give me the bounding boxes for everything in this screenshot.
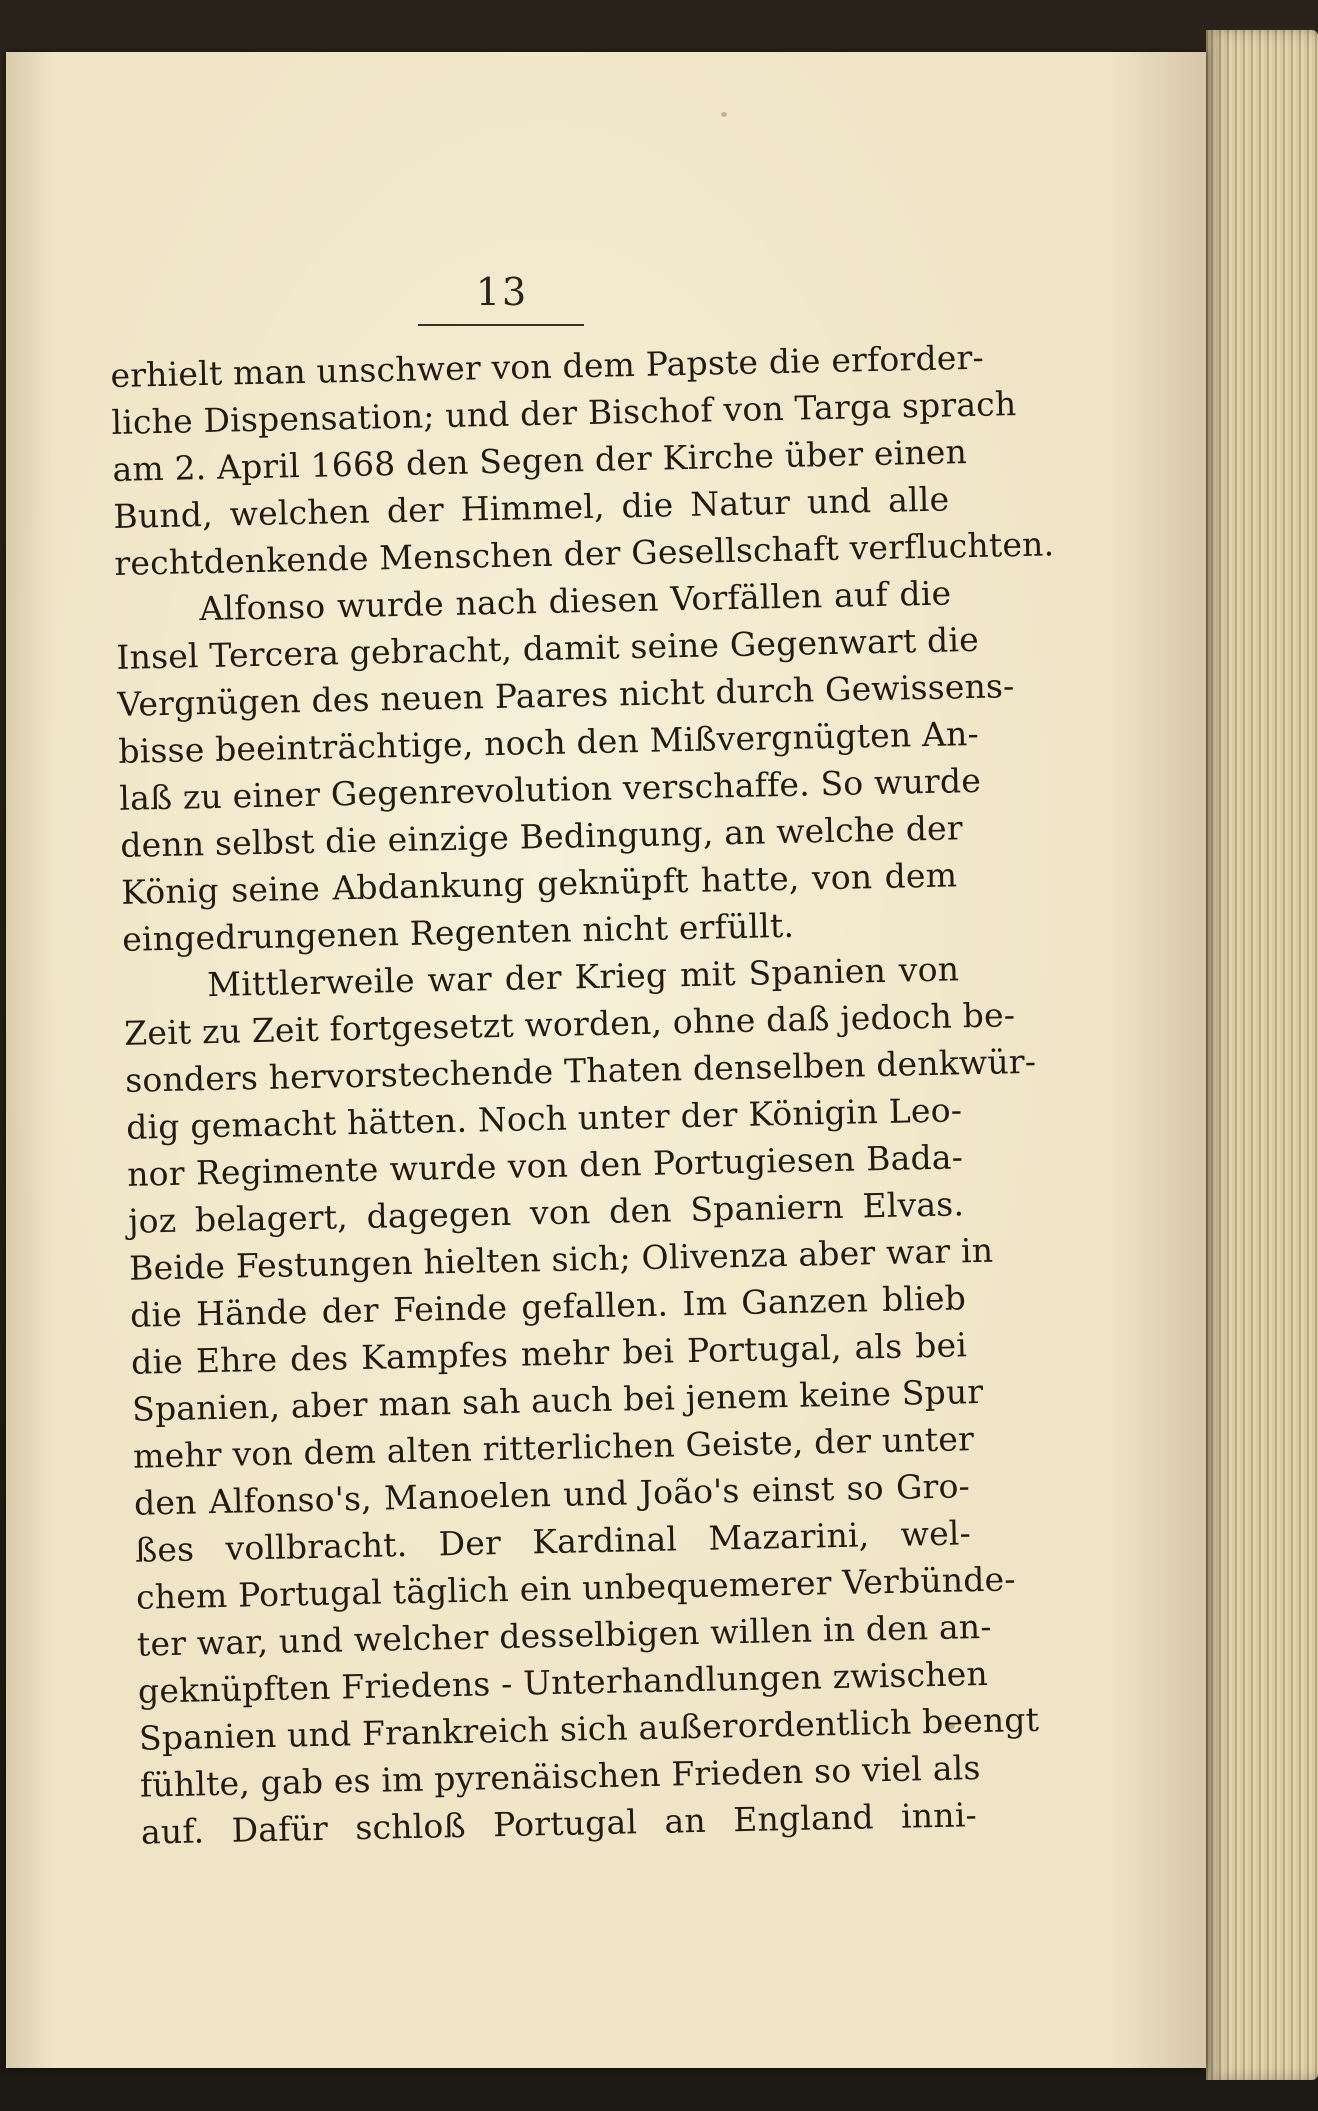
- text-line: denn selbst die einzige Bedingung, an welche der: [119, 808, 964, 865]
- text-line: dig gemacht hätten. Noch unter der Königin Leo-: [125, 1090, 963, 1147]
- text-line: liche Dispensation; und der Bischof von Targa sprach: [111, 384, 1017, 442]
- header-rule: [418, 324, 584, 326]
- text-line: die Hände der Feinde gefallen. Im Ganzen blieb: [129, 1278, 967, 1335]
- text-line: Alfonso wurde nach diesen Vorfällen auf die: [198, 573, 952, 629]
- text-line: Beide Festungen hielten sich; Olivenza aber war in: [128, 1230, 994, 1288]
- body-text: [110, 334, 1055, 1855]
- text-line: geknüpften Friedens - Unterhandlungen zwischen: [137, 1653, 989, 1711]
- text-line: chem Portugal täglich ein unbequemerer Verbünde-: [135, 1559, 1017, 1617]
- text-line: laß zu einer Gegenrevolution verschaffe. So wurde: [118, 760, 982, 818]
- text-line: Spanien und Frankreich sich außerordentlich beengt: [138, 1699, 1040, 1758]
- text-line: am 2. April 1668 den Segen der Kirche über einen: [112, 432, 968, 489]
- text-line: nor Regimente wurde von den Portugiesen Bada-: [126, 1137, 964, 1194]
- page-edges: [1206, 30, 1318, 2080]
- text-line: die Ehre des Kampfes mehr bei Portugal, als bei: [130, 1325, 968, 1382]
- text-line: eingedrungenen Regenten nicht erfüllt.: [121, 905, 795, 959]
- text-line: mehr von dem alten ritterlichen Geiste, der unter: [132, 1419, 975, 1476]
- text-line: erhielt man unschwer von dem Papste die erforder-: [110, 337, 985, 395]
- text-line: rechtdenkende Menschen der Gesellschaft verfluchten.: [114, 524, 1055, 583]
- text-line: Spanien, aber man sah auch bei jenem keine Spur: [131, 1371, 984, 1429]
- paper-spot: [721, 112, 727, 117]
- text-line: König seine Abdankung geknüpft hatte, von dem: [120, 855, 958, 912]
- text-line: Mittlerweile war der Krieg mit Spanien von: [206, 949, 960, 1005]
- text-line: Bund, welchen der Himmel, die Natur und alle: [113, 479, 950, 536]
- page-number: 13: [475, 270, 529, 314]
- text-line: Insel Tercera gebracht, damit seine Gegenwart die: [115, 619, 980, 677]
- text-line: fühlte, gab es im pyrenäischen Frieden so viel als: [139, 1748, 981, 1805]
- text-line: ßes vollbracht. Der Kardinal Mazarini, wel-: [134, 1513, 972, 1570]
- text-line: bisse beeinträchtige, noch den Mißvergnügten An-: [117, 713, 980, 771]
- text-line: sonders hervorstechende Thaten denselben denkwür-: [124, 1041, 1037, 1100]
- text-line: joz belagert, dagegen von den Spaniern Elvas.: [127, 1184, 965, 1241]
- text-line: Vergnügen des neuen Paares nicht durch Gewissens-: [116, 666, 1015, 724]
- book-page: [6, 52, 1206, 2068]
- text-line: Zeit zu Zeit fortgesetzt worden, ohne daß jedoch be-: [123, 995, 1016, 1053]
- text-line: auf. Dafür schloß Portugal an England inni-: [140, 1795, 978, 1852]
- text-line: ter war, und welcher desselbigen willen in den an-: [136, 1606, 993, 1664]
- text-line: den Alfonso's, Manoelen und João's einst so Gro-: [133, 1466, 971, 1523]
